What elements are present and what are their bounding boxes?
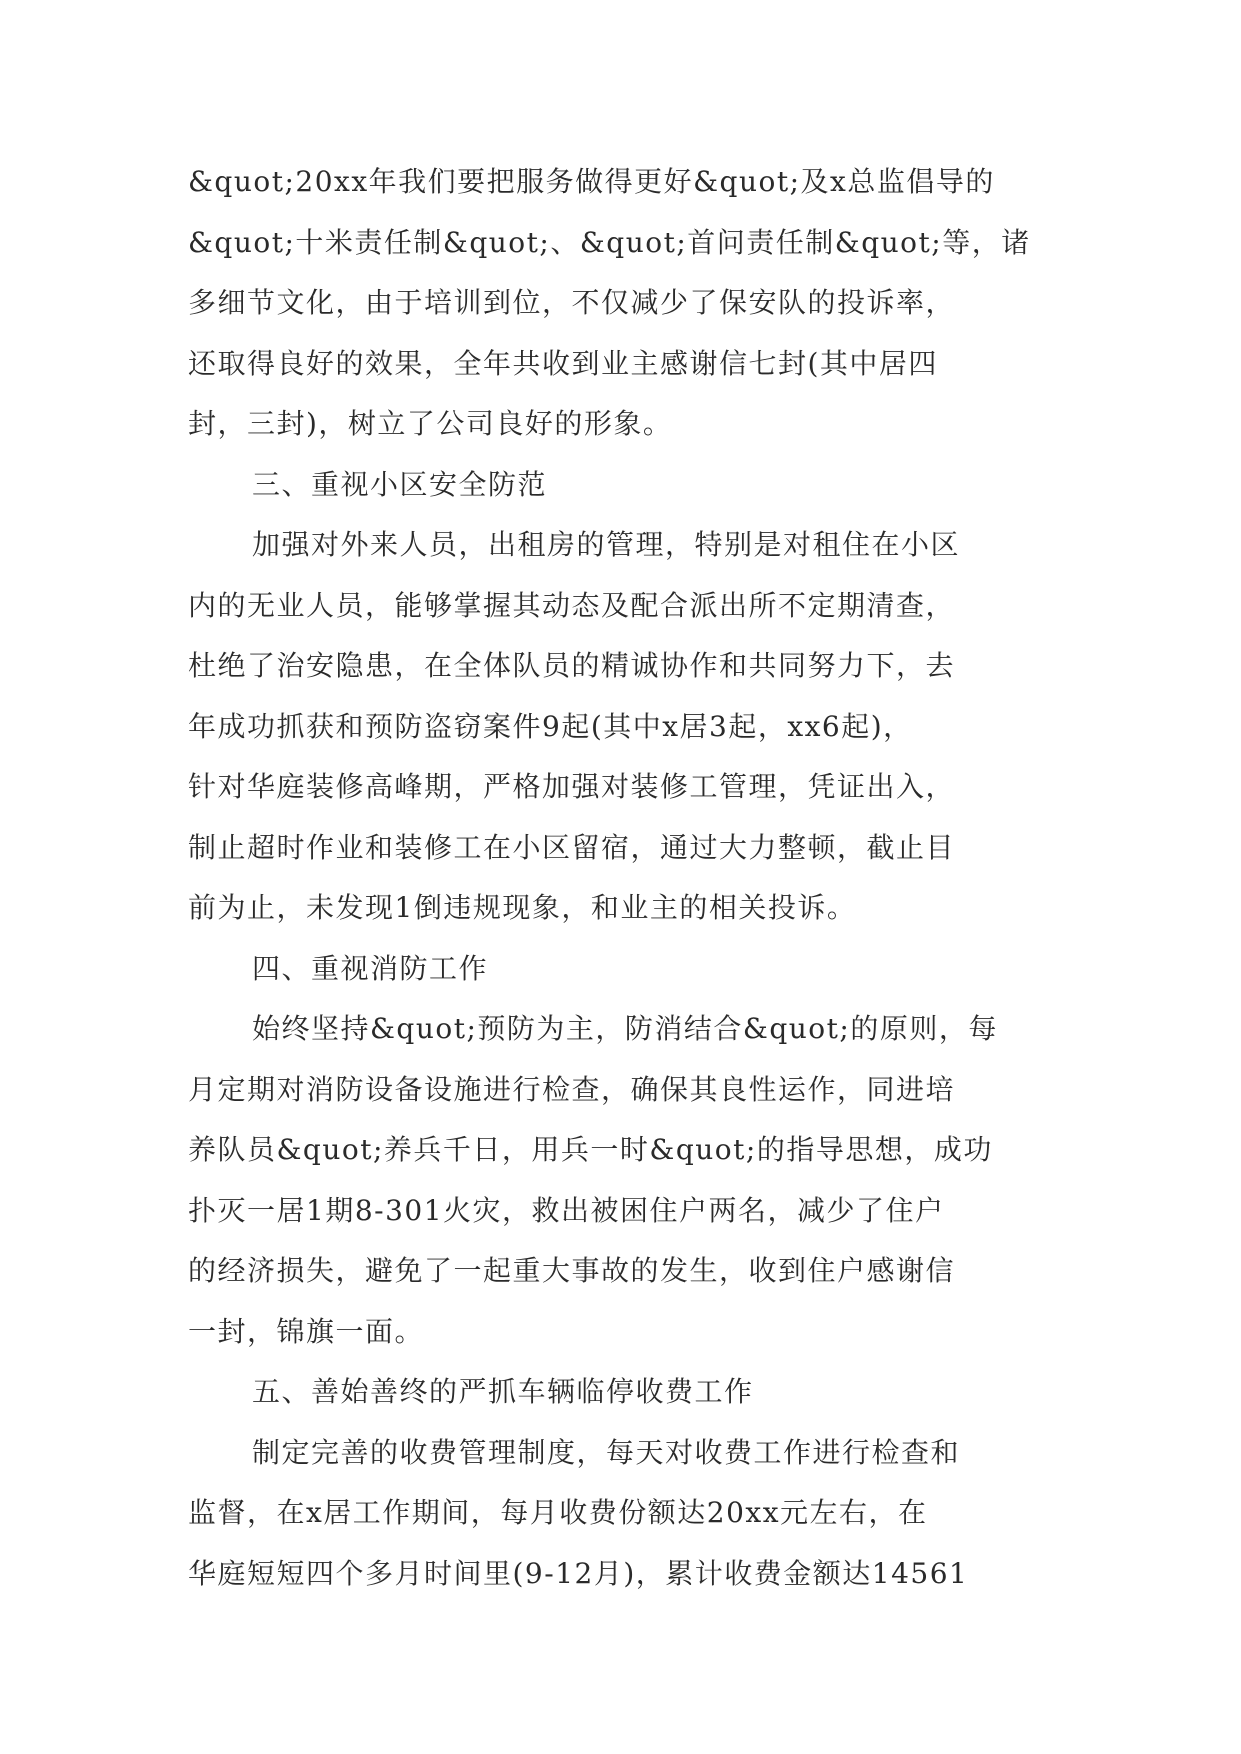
text-line: 封，三封)，树立了公司良好的形象。 — [188, 407, 673, 440]
text-line: 监督，在x居工作期间，每月收费份额达20xx元左右，在 — [188, 1496, 928, 1529]
text-line: 内的无业人员，能够掌握其动态及配合派出所不定期清查， — [188, 588, 956, 622]
text-line: 年成功抓获和预防盗窃案件9起(其中x居3起，xx6起)， — [188, 709, 913, 743]
text-line: 制止超时作业和装修工在小区留宿，通过大力整顿，截止目 — [188, 830, 956, 864]
text-line: 一封，锦旗一面。 — [188, 1314, 425, 1348]
paragraph-first-line: 制定完善的收费管理制度，每天对收费工作进行检查和 — [252, 1435, 961, 1469]
paragraph-first-line: 始终坚持&quot;预防为主，防消结合&quot;的原则，每 — [252, 1012, 998, 1045]
text-line: &quot;20xx年我们要把服务做得更好&quot;及x总监倡导的 — [188, 165, 995, 198]
section-heading: 五、善始善终的严抓车辆临停收费工作 — [252, 1375, 754, 1408]
text-line: 杜绝了治安隐患，在全体队员的精诚协作和共同努力下，去 — [188, 649, 956, 682]
text-line: 针对华庭装修高峰期，严格加强对装修工管理，凭证出入， — [188, 770, 956, 803]
text-line: &quot;十米责任制&quot;、&quot;首问责任制&quot;等，诸 — [188, 225, 1031, 259]
section-heading: 三、重视小区安全防范 — [252, 467, 548, 501]
text-line: 华庭短短四个多月时间里(9-12月)，累计收费金额达14561 — [188, 1556, 969, 1590]
text-line: 养队员&quot;养兵千日，用兵一时&quot;的指导思想，成功 — [188, 1133, 993, 1166]
text-line: 还取得良好的效果，全年共收到业主感谢信七封(其中居四 — [188, 346, 938, 380]
text-line: 月定期对消防设备设施进行检查，确保其良性运作，同进培 — [188, 1072, 956, 1106]
section-heading: 四、重视消防工作 — [252, 951, 489, 985]
paragraph-first-line: 加强对外来人员，出租房的管理，特别是对租住在小区 — [252, 528, 961, 561]
text-line: 前为止，未发现1倒违规现象，和业主的相关投诉。 — [188, 891, 857, 924]
document-body — [188, 152, 1068, 1604]
text-line: 的经济损失，避免了一起重大事故的发生，收到住户感谢信 — [188, 1254, 956, 1287]
text-line: 多细节文化，由于培训到位，不仅减少了保安队的投诉率， — [188, 286, 956, 319]
text-line: 扑灭一居1期8-301火灾，救出被困住户两名，减少了住户 — [188, 1193, 945, 1227]
